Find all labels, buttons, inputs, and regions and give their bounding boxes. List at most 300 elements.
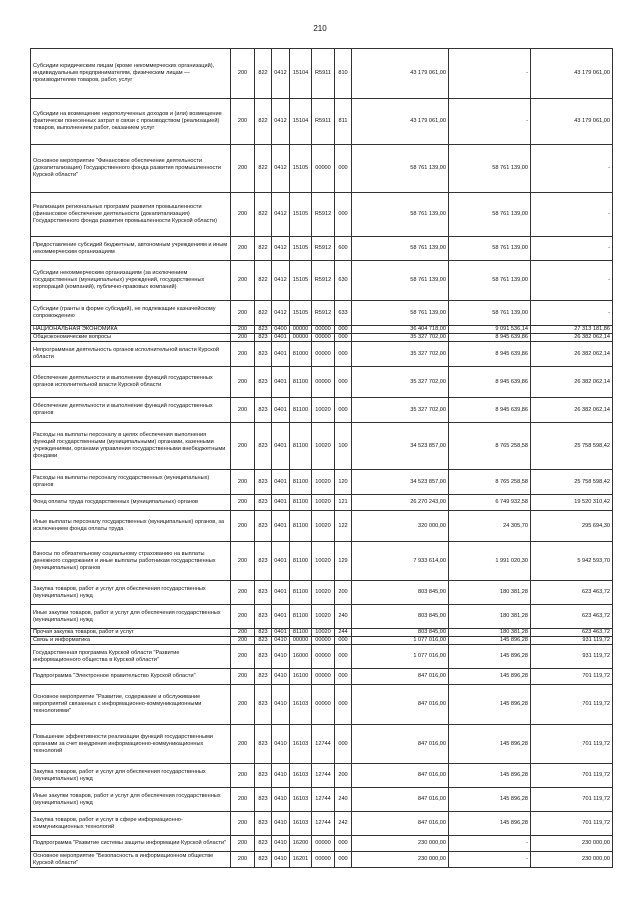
table-row	[31, 852, 613, 868]
approved-amount-cell	[352, 629, 449, 637]
executed-amount-value: 145 896,28	[500, 820, 528, 826]
col-kbk-grbs-cell: 823	[255, 645, 272, 669]
table-row	[31, 669, 613, 685]
col-program-cell: 81100	[290, 581, 312, 605]
table-row	[31, 326, 613, 334]
row-name-cell: Расходы на выплаты персоналу государственных (муниципальных) органов	[31, 470, 231, 495]
col-section-cell: 0400	[272, 326, 290, 334]
table-row	[31, 511, 613, 542]
col-direction-cell: 00000	[312, 637, 335, 645]
approved-amount-cell	[352, 581, 449, 605]
executed-amount-cell	[449, 367, 531, 398]
col-kbk-admin-cell: 200	[231, 423, 255, 470]
table-row	[31, 685, 613, 725]
table-row	[31, 49, 613, 99]
col-kbk-grbs-cell: 823	[255, 605, 272, 629]
col-expense-type-cell: 000	[335, 645, 352, 669]
remaining-amount-value: -	[608, 309, 610, 316]
approved-amount-value: 847 016,00	[418, 740, 446, 747]
remaining-amount-cell	[531, 629, 613, 637]
col-section-cell: 0410	[272, 836, 290, 852]
executed-amount-value: 145 896,28	[500, 653, 528, 659]
col-program-cell: 15104	[290, 49, 312, 99]
remaining-amount-value: -	[608, 165, 610, 171]
col-section-cell: 0401	[272, 470, 290, 495]
row-name-cell: Субсидии юридическим лицам (кроме некоммерческих организаций), индивидуальным предпринимателям, физическим лицам — производителям товаров, работ, услуг	[31, 49, 231, 99]
remaining-amount-value: 701 119,72	[582, 673, 610, 679]
executed-amount-value: 8 765 258,58	[495, 478, 528, 485]
col-expense-type-cell: 000	[335, 725, 352, 764]
col-kbk-admin-cell: 200	[231, 495, 255, 511]
approved-amount-cell	[352, 99, 449, 145]
col-kbk-grbs-cell: 822	[255, 261, 272, 301]
table-body	[31, 49, 613, 868]
col-direction-cell: 00000	[312, 367, 335, 398]
table-row	[31, 261, 613, 301]
approved-amount-cell	[352, 637, 449, 645]
remaining-amount-cell	[531, 193, 613, 237]
executed-amount-cell	[449, 581, 531, 605]
executed-amount-cell	[449, 637, 531, 645]
approved-amount-cell	[352, 367, 449, 398]
col-kbk-admin-cell: 200	[231, 342, 255, 367]
col-expense-type-cell: 600	[335, 237, 352, 261]
approved-amount-cell	[352, 669, 449, 685]
col-section-cell: 0412	[272, 301, 290, 326]
executed-amount-cell	[449, 605, 531, 629]
remaining-amount-cell	[531, 637, 613, 645]
remaining-amount-value: 25 758 598,42	[574, 442, 610, 449]
col-direction-cell: 00000	[312, 145, 335, 193]
approved-amount-cell	[352, 852, 449, 868]
executed-amount-cell	[449, 764, 531, 788]
col-direction-cell: 10020	[312, 542, 335, 581]
row-name-cell: НАЦИОНАЛЬНАЯ ЭКОНОМИКА	[31, 326, 231, 334]
approved-amount-cell	[352, 495, 449, 511]
table-row	[31, 605, 613, 629]
col-program-cell: 16100	[290, 669, 312, 685]
col-direction-cell: R5912	[312, 301, 335, 326]
approved-amount-value: 35 327 702,00	[410, 334, 446, 340]
col-kbk-grbs-cell: 823	[255, 398, 272, 423]
approved-amount-cell	[352, 145, 449, 193]
executed-amount-cell	[449, 812, 531, 836]
row-name-cell: Иные выплаты персоналу государственных (муниципальных) органов, за исключением фонда оплаты труда	[31, 511, 231, 542]
col-kbk-admin-cell: 200	[231, 470, 255, 495]
executed-amount-cell	[449, 398, 531, 423]
col-program-cell: 16103	[290, 788, 312, 812]
approved-amount-value: 847 016,00	[418, 796, 446, 802]
table-row	[31, 788, 613, 812]
col-kbk-grbs-cell: 822	[255, 301, 272, 326]
row-name-cell: Субсидии некоммерческим организациям (за исключением государственных (муниципальных) учреждений, государственных корпораций (компаний), публично-правовых компаний)	[31, 261, 231, 301]
col-kbk-admin-cell: 200	[231, 511, 255, 542]
col-kbk-admin-cell: 200	[231, 237, 255, 261]
col-expense-type-cell: 811	[335, 99, 352, 145]
executed-amount-value: 8 765 258,58	[495, 442, 528, 449]
executed-amount-cell	[449, 669, 531, 685]
remaining-amount-cell	[531, 645, 613, 669]
row-name-cell: Основное мероприятие "Развитие, содержание и обслуживание мероприятий связанных с информационно-коммуникационными технологиями"	[31, 685, 231, 725]
approved-amount-value: 34 523 857,00	[410, 442, 446, 449]
col-program-cell: 81100	[290, 470, 312, 495]
col-program-cell: 81100	[290, 511, 312, 542]
col-direction-cell: 10020	[312, 581, 335, 605]
remaining-amount-cell	[531, 495, 613, 511]
approved-amount-cell	[352, 326, 449, 334]
table-row	[31, 423, 613, 470]
remaining-amount-cell	[531, 301, 613, 326]
executed-amount-cell	[449, 193, 531, 237]
executed-amount-cell	[449, 511, 531, 542]
executed-amount-value: 145 896,28	[500, 772, 528, 778]
approved-amount-value: 1 077 016,00	[413, 637, 446, 643]
col-program-cell: 00000	[290, 637, 312, 645]
col-program-cell: 15105	[290, 145, 312, 193]
approved-amount-value: 58 761 139,00	[410, 277, 446, 283]
col-kbk-admin-cell: 200	[231, 812, 255, 836]
approved-amount-value: 847 016,00	[418, 772, 446, 778]
col-kbk-admin-cell: 200	[231, 725, 255, 764]
approved-amount-value: 58 761 139,00	[410, 309, 446, 316]
col-kbk-grbs-cell: 823	[255, 581, 272, 605]
approved-amount-value: 58 761 139,00	[410, 211, 446, 217]
approved-amount-cell	[352, 511, 449, 542]
col-kbk-admin-cell: 200	[231, 764, 255, 788]
remaining-amount-value: 701 119,72	[582, 740, 610, 747]
col-kbk-admin-cell: 200	[231, 301, 255, 326]
col-direction-cell: 10020	[312, 629, 335, 637]
remaining-amount-cell	[531, 367, 613, 398]
remaining-amount-cell	[531, 99, 613, 145]
col-direction-cell: 00000	[312, 334, 335, 342]
executed-amount-value: 8 945 639,86	[495, 378, 528, 385]
approved-amount-value: 35 327 702,00	[410, 406, 446, 413]
col-program-cell: 15105	[290, 301, 312, 326]
approved-amount-value: 43 179 061,00	[410, 70, 446, 76]
col-direction-cell: 10020	[312, 423, 335, 470]
col-kbk-grbs-cell: 823	[255, 852, 272, 868]
approved-amount-cell	[352, 605, 449, 629]
col-section-cell: 0410	[272, 852, 290, 868]
col-expense-type-cell: 200	[335, 764, 352, 788]
approved-amount-value: 35 327 702,00	[410, 378, 446, 385]
executed-amount-cell	[449, 725, 531, 764]
approved-amount-cell	[352, 470, 449, 495]
col-kbk-grbs-cell: 822	[255, 237, 272, 261]
remaining-amount-value: 701 119,72	[582, 820, 610, 826]
remaining-amount-value: 931 119,72	[582, 637, 610, 643]
col-expense-type-cell: 000	[335, 637, 352, 645]
approved-amount-value: 230 000,00	[418, 856, 446, 862]
remaining-amount-cell	[531, 326, 613, 334]
row-name-cell: Субсидии (гранты в форме субсидий), не подлежащие казначейскому сопровождению	[31, 301, 231, 326]
row-name-cell: Прочая закупка товаров, работ и услуг	[31, 629, 231, 637]
executed-amount-value: 24 305,70	[503, 522, 528, 529]
col-program-cell: 16103	[290, 764, 312, 788]
executed-amount-value: 1 991 020,30	[495, 557, 528, 564]
col-direction-cell: 12744	[312, 725, 335, 764]
col-section-cell: 0412	[272, 237, 290, 261]
budget-table	[30, 48, 613, 868]
col-section-cell: 0401	[272, 367, 290, 398]
row-name-cell: Подпрограмма "Электронное правительство Курской области"	[31, 669, 231, 685]
col-section-cell: 0401	[272, 542, 290, 581]
col-expense-type-cell: 000	[335, 145, 352, 193]
approved-amount-cell	[352, 423, 449, 470]
executed-amount-cell	[449, 470, 531, 495]
table-row	[31, 629, 613, 637]
col-section-cell: 0410	[272, 645, 290, 669]
col-expense-type-cell: 000	[335, 342, 352, 367]
col-kbk-admin-cell: 200	[231, 637, 255, 645]
col-kbk-admin-cell: 200	[231, 261, 255, 301]
remaining-amount-cell	[531, 605, 613, 629]
executed-amount-value: 8 945 639,86	[495, 406, 528, 413]
executed-amount-value: 6 749 932,58	[495, 499, 528, 505]
executed-amount-cell	[449, 49, 531, 99]
col-program-cell: 16201	[290, 852, 312, 868]
executed-amount-value: 145 896,28	[500, 673, 528, 679]
col-program-cell: 81100	[290, 629, 312, 637]
col-expense-type-cell: 100	[335, 423, 352, 470]
remaining-amount-value: -	[608, 211, 610, 217]
page-number: 210	[313, 24, 327, 33]
col-kbk-admin-cell: 200	[231, 629, 255, 637]
col-kbk-grbs-cell: 823	[255, 342, 272, 367]
row-name-cell: Подпрограмма "Развитие системы защиты информации Курской области"	[31, 836, 231, 852]
executed-amount-value: 145 896,28	[500, 740, 528, 747]
col-section-cell: 0401	[272, 342, 290, 367]
table-row	[31, 637, 613, 645]
remaining-amount-value: -	[608, 277, 610, 283]
table-row	[31, 495, 613, 511]
remaining-amount-cell	[531, 237, 613, 261]
executed-amount-cell	[449, 237, 531, 261]
col-expense-type-cell: 129	[335, 542, 352, 581]
col-direction-cell: 00000	[312, 342, 335, 367]
table-row	[31, 367, 613, 398]
col-direction-cell: R5912	[312, 261, 335, 301]
remaining-amount-value: 43 179 061,00	[574, 70, 610, 76]
col-kbk-grbs-cell: 823	[255, 637, 272, 645]
executed-amount-value: 9 091 536,14	[495, 326, 528, 332]
remaining-amount-cell	[531, 261, 613, 301]
table-row	[31, 398, 613, 423]
row-name-cell: Повышение эффективности реализации функций государственными органами за счет внедрения информационно-коммуникационных технологий	[31, 725, 231, 764]
table-row	[31, 542, 613, 581]
row-name-cell: Основное мероприятие "Безопасность в информационном обществе Курской области"	[31, 852, 231, 868]
col-kbk-admin-cell: 200	[231, 852, 255, 868]
executed-amount-value: -	[526, 840, 528, 846]
col-kbk-admin-cell: 200	[231, 145, 255, 193]
col-section-cell: 0410	[272, 788, 290, 812]
executed-amount-cell	[449, 852, 531, 868]
approved-amount-value: 803 845,00	[418, 613, 446, 619]
remaining-amount-value: 230 000,00	[582, 856, 610, 862]
approved-amount-value: 1 077 016,00	[413, 653, 446, 659]
row-name-cell: Закупка товаров, работ и услуг в сфере информационно-коммуникационных технологий	[31, 812, 231, 836]
col-expense-type-cell: 122	[335, 511, 352, 542]
col-program-cell: 15105	[290, 193, 312, 237]
col-expense-type-cell: 630	[335, 261, 352, 301]
row-name-cell: Связь и информатика	[31, 637, 231, 645]
col-direction-cell: 10020	[312, 398, 335, 423]
col-expense-type-cell: 000	[335, 836, 352, 852]
col-direction-cell: 10020	[312, 605, 335, 629]
approved-amount-value: 36 404 718,00	[410, 326, 446, 332]
col-kbk-admin-cell: 200	[231, 605, 255, 629]
table-row	[31, 237, 613, 261]
row-name-cell: Обеспечение деятельности и выполнение функций государственных органов исполнительной власти Курской области	[31, 367, 231, 398]
executed-amount-value: 145 896,28	[500, 637, 528, 643]
approved-amount-cell	[352, 193, 449, 237]
approved-amount-value: 803 845,00	[418, 589, 446, 595]
col-program-cell: 16103	[290, 685, 312, 725]
approved-amount-cell	[352, 685, 449, 725]
col-section-cell: 0410	[272, 764, 290, 788]
approved-amount-value: 803 845,00	[418, 629, 446, 635]
table-row	[31, 645, 613, 669]
col-kbk-grbs-cell: 823	[255, 511, 272, 542]
col-kbk-grbs-cell: 823	[255, 542, 272, 581]
approved-amount-value: 35 327 702,00	[410, 350, 446, 357]
col-direction-cell: 10020	[312, 511, 335, 542]
remaining-amount-cell	[531, 398, 613, 423]
col-direction-cell: R5911	[312, 99, 335, 145]
col-direction-cell: 10020	[312, 495, 335, 511]
remaining-amount-cell	[531, 669, 613, 685]
col-kbk-grbs-cell: 823	[255, 367, 272, 398]
approved-amount-value: 58 761 139,00	[410, 245, 446, 251]
col-program-cell: 81000	[290, 342, 312, 367]
col-program-cell: 15104	[290, 99, 312, 145]
approved-amount-value: 230 000,00	[418, 840, 446, 846]
executed-amount-value: 8 945 639,86	[495, 334, 528, 340]
approved-amount-cell	[352, 49, 449, 99]
col-kbk-admin-cell: 200	[231, 836, 255, 852]
col-direction-cell: R5912	[312, 237, 335, 261]
col-program-cell: 81100	[290, 495, 312, 511]
col-section-cell: 0412	[272, 145, 290, 193]
executed-amount-cell	[449, 342, 531, 367]
executed-amount-cell	[449, 326, 531, 334]
executed-amount-value: 58 761 139,00	[492, 309, 528, 316]
row-name-cell: Иные закупки товаров, работ и услуг для обеспечения государственных (муниципальных) нужд	[31, 788, 231, 812]
executed-amount-cell	[449, 495, 531, 511]
approved-amount-cell	[352, 261, 449, 301]
col-section-cell: 0401	[272, 495, 290, 511]
col-kbk-admin-cell: 200	[231, 334, 255, 342]
remaining-amount-value: 43 179 061,00	[574, 118, 610, 124]
approved-amount-cell	[352, 812, 449, 836]
col-section-cell: 0412	[272, 99, 290, 145]
remaining-amount-value: 623 463,72	[582, 613, 610, 619]
approved-amount-cell	[352, 764, 449, 788]
col-kbk-grbs-cell: 823	[255, 629, 272, 637]
approved-amount-cell	[352, 725, 449, 764]
remaining-amount-cell	[531, 685, 613, 725]
table-row	[31, 145, 613, 193]
col-kbk-admin-cell: 200	[231, 193, 255, 237]
col-kbk-grbs-cell: 823	[255, 764, 272, 788]
col-kbk-admin-cell: 200	[231, 581, 255, 605]
remaining-amount-cell	[531, 542, 613, 581]
remaining-amount-cell	[531, 764, 613, 788]
table-row	[31, 301, 613, 326]
col-program-cell: 15105	[290, 237, 312, 261]
executed-amount-value: -	[526, 70, 528, 76]
row-name-cell: Непрограммная деятельность органов исполнительной власти Курской области	[31, 342, 231, 367]
col-program-cell: 81100	[290, 542, 312, 581]
col-kbk-grbs-cell: 823	[255, 326, 272, 334]
col-kbk-grbs-cell: 823	[255, 470, 272, 495]
executed-amount-cell	[449, 836, 531, 852]
row-name-cell: Закупка товаров, работ и услуг для обеспечения государственных (муниципальных) нужд	[31, 764, 231, 788]
approved-amount-cell	[352, 836, 449, 852]
approved-amount-value: 847 016,00	[418, 673, 446, 679]
col-expense-type-cell: 000	[335, 398, 352, 423]
remaining-amount-value: 26 382 062,14	[574, 350, 610, 357]
col-program-cell: 00000	[290, 334, 312, 342]
approved-amount-value: 26 270 243,00	[410, 499, 446, 505]
row-name-cell: Субсидии на возмещение недополученных доходов и (или) возмещение фактически понесенных затрат в связи с производством (реализацией) товаров, выполнением работ, оказанием услуг	[31, 99, 231, 145]
col-kbk-admin-cell: 200	[231, 669, 255, 685]
executed-amount-value: 58 761 139,00	[492, 165, 528, 171]
col-kbk-admin-cell: 200	[231, 542, 255, 581]
col-section-cell: 0401	[272, 398, 290, 423]
remaining-amount-value: 701 119,72	[582, 701, 610, 707]
row-name-cell: Взносы по обязательному социальному страхованию на выплаты денежного содержания и иные выплаты работникам государственных (муниципальных) органов	[31, 542, 231, 581]
row-name-cell: Закупка товаров, работ и услуг для обеспечения государственных (муниципальных) нужд	[31, 581, 231, 605]
approved-amount-cell	[352, 301, 449, 326]
remaining-amount-value: 230 000,00	[582, 840, 610, 846]
col-section-cell: 0412	[272, 49, 290, 99]
approved-amount-value: 43 179 061,00	[410, 118, 446, 124]
col-kbk-grbs-cell: 823	[255, 334, 272, 342]
approved-amount-cell	[352, 788, 449, 812]
approved-amount-value: 320 000,00	[418, 522, 446, 529]
executed-amount-value: 180 381,28	[500, 629, 528, 635]
table-row	[31, 764, 613, 788]
col-program-cell: 16000	[290, 645, 312, 669]
executed-amount-cell	[449, 301, 531, 326]
col-kbk-admin-cell: 200	[231, 99, 255, 145]
col-section-cell: 0410	[272, 685, 290, 725]
approved-amount-value: 58 761 139,00	[410, 165, 446, 171]
remaining-amount-cell	[531, 852, 613, 868]
row-name-cell: Реализация региональных программ развития промышленности (финансовое обеспечение деятельности (докапитализация) Государственного фонда развития промышленности Курской области)	[31, 193, 231, 237]
table-row	[31, 812, 613, 836]
remaining-amount-cell	[531, 511, 613, 542]
remaining-amount-cell	[531, 725, 613, 764]
executed-amount-value: 180 381,28	[500, 613, 528, 619]
remaining-amount-value: 25 758 598,42	[574, 478, 610, 485]
approved-amount-cell	[352, 398, 449, 423]
col-section-cell: 0401	[272, 581, 290, 605]
executed-amount-cell	[449, 629, 531, 637]
remaining-amount-value: 5 942 593,70	[577, 557, 610, 564]
executed-amount-cell	[449, 645, 531, 669]
remaining-amount-value: 295 694,30	[582, 522, 610, 529]
col-expense-type-cell: 000	[335, 193, 352, 237]
executed-amount-value: 180 381,28	[500, 589, 528, 595]
col-section-cell: 0410	[272, 669, 290, 685]
remaining-amount-value: 701 119,72	[582, 796, 610, 802]
col-kbk-admin-cell: 200	[231, 685, 255, 725]
row-name-cell: Предоставление субсидий бюджетным, автономным учреждениям и иным некоммерческим организациям	[31, 237, 231, 261]
col-kbk-admin-cell: 200	[231, 49, 255, 99]
